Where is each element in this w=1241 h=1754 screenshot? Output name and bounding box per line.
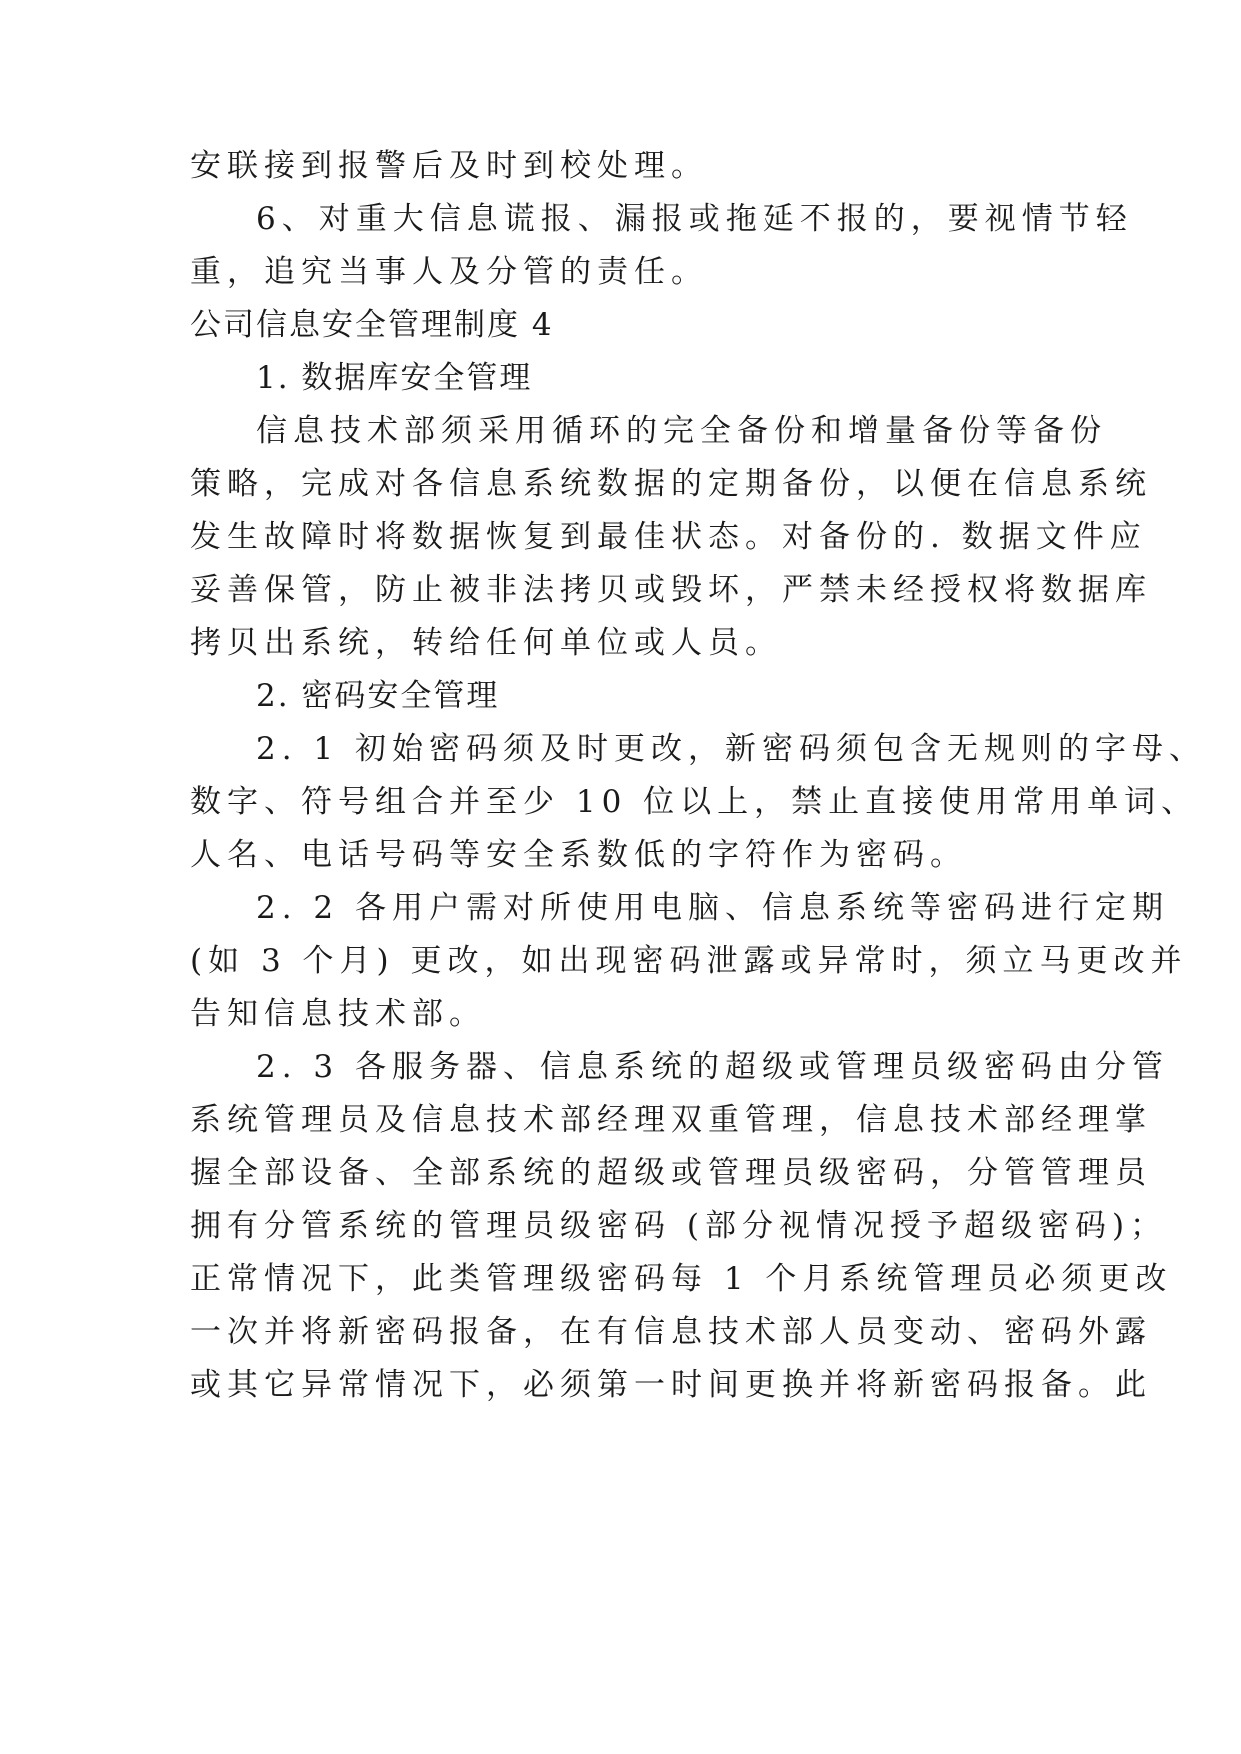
subsection-heading: 1. 数据库安全管理 bbox=[256, 360, 533, 396]
paragraph-line: 一次并将新密码报备，在有信息技术部人员变动、密码外露 bbox=[190, 1314, 1152, 1350]
paragraph-line: 妥善保管，防止被非法拷贝或毁坏，严禁未经授权将数据库 bbox=[190, 572, 1152, 608]
paragraph-line: 人名、电话号码等安全系数低的字符作为密码。 bbox=[190, 837, 967, 873]
paragraph-line: (如 3 个月) 更改，如出现密码泄露或异常时，须立马更改并 bbox=[190, 943, 1188, 979]
paragraph-line: 信息技术部须采用循环的完全备份和增量备份等备份 bbox=[256, 413, 1107, 449]
paragraph-line: 安联接到报警后及时到校处理。 bbox=[190, 148, 708, 184]
paragraph-line: 重，追究当事人及分管的责任。 bbox=[190, 254, 708, 290]
paragraph-line: 告知信息技术部。 bbox=[190, 996, 486, 1032]
section-heading: 公司信息安全管理制度 4 bbox=[190, 307, 554, 343]
paragraph-line: 2. 2 各用户需对所使用电脑、信息系统等密码进行定期 bbox=[256, 890, 1170, 926]
paragraph-line: 6、对重大信息谎报、漏报或拖延不报的，要视情节轻 bbox=[256, 201, 1133, 237]
paragraph-line: 策略，完成对各信息系统数据的定期备份，以便在信息系统 bbox=[190, 466, 1152, 502]
paragraph-line: 拷贝出系统，转给任何单位或人员。 bbox=[190, 625, 782, 661]
paragraph-line: 握全部设备、全部系统的超级或管理员级密码，分管管理员 bbox=[190, 1155, 1152, 1191]
paragraph-line: 系统管理员及信息技术部经理双重管理，信息技术部经理掌 bbox=[190, 1102, 1152, 1138]
paragraph-line: 发生故障时将数据恢复到最佳状态。对备份的. 数据文件应 bbox=[190, 519, 1147, 555]
subsection-heading: 2. 密码安全管理 bbox=[256, 678, 500, 714]
paragraph-line: 2. 1 初始密码须及时更改，新密码须包含无规则的字母、 bbox=[256, 731, 1207, 767]
paragraph-line: 拥有分管系统的管理员级密码 (部分视情况授予超级密码)； bbox=[190, 1208, 1168, 1244]
paragraph-line: 或其它异常情况下，必须第一时间更换并将新密码报备。此 bbox=[190, 1367, 1152, 1403]
paragraph-line: 正常情况下，此类管理级密码每 1 个月系统管理员必须更改 bbox=[190, 1261, 1173, 1297]
paragraph-line: 2. 3 各服务器、信息系统的超级或管理员级密码由分管 bbox=[256, 1049, 1170, 1085]
paragraph-line: 数字、符号组合并至少 10 位以上，禁止直接使用常用单词、 bbox=[190, 784, 1199, 820]
